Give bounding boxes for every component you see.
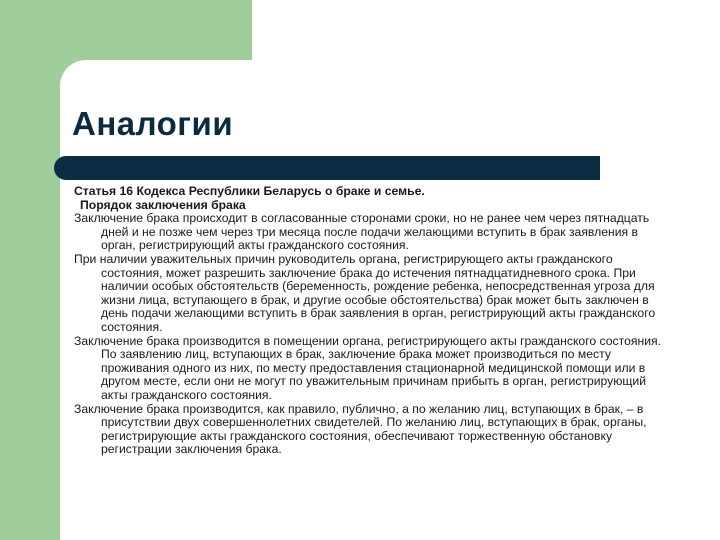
slide-title: Аналогии xyxy=(72,105,234,142)
article-heading: Статья 16 Кодекса Республики Беларусь о браке и семье. xyxy=(74,184,425,198)
paragraph: Заключение брака производится, как правило, публично, а по желанию лиц, вступающих в брак, – в присутствии двух совершеннолетних свидетелей. По желанию лиц, вступающих в брак, органы, регистрирующие акты гражданского состояния, обеспечивают торжественную обстановку регистрации заключения брака. xyxy=(74,401,647,457)
title-underline-bar xyxy=(54,156,600,180)
paragraph: Заключение брака происходит в согласованные сторонами сроки, но не ранее чем через пятнадцать дней и не позже чем через три месяца после подачи желающими вступить в брак заявления в орган, регистрирующий акты гражданского состояния. xyxy=(74,211,650,253)
article-subheading: Порядок заключения брака xyxy=(80,197,246,212)
slide-body xyxy=(74,185,664,457)
paragraph: При наличии уважительных причин руководитель органа, регистрирующего акты гражданского состояния, может разрешить заключение брака до истечения пятнадцатидневного срока. При наличии особых обстоятельств (беременность, рождение ребенка, непосредственная угроза для жизни лица, вступающего в брак, и другие особые обстоятельства) брак может быть заключен в день подачи желающими вступить в брак заявления в орган, регистрирующий акты гражданского состояния. xyxy=(74,251,656,334)
decorative-green-strip xyxy=(0,60,60,540)
paragraph: Заключение брака производится в помещении органа, регистрирующего акты гражданского состояния. По заявлению лиц, вступающих в брак, заключение брака может производиться по месту проживания одного из них, по месту предоставления стационарной медицинской помощи или в другом месте, если они не могут по уважительным причинам прибыть в орган, регистрирующий акты гражданского состояния. xyxy=(74,333,661,402)
